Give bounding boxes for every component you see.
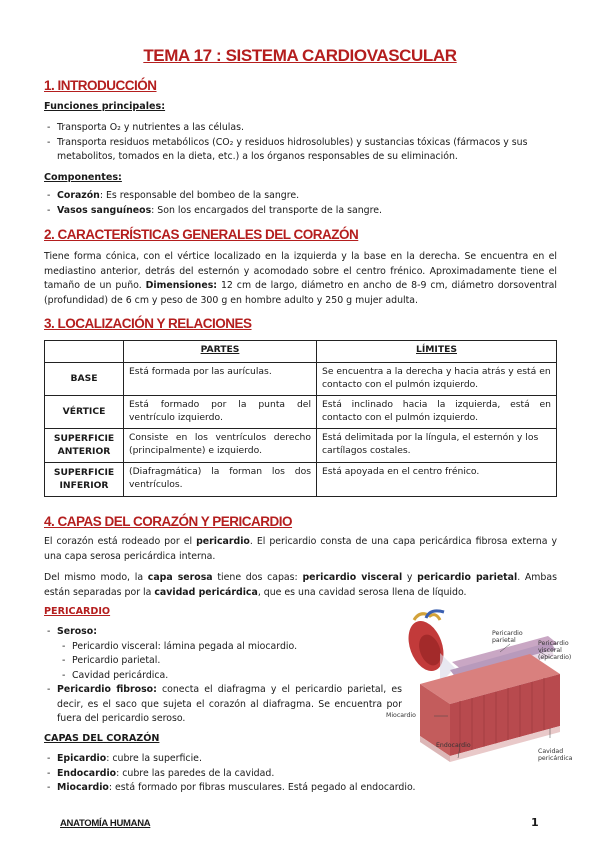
section-1-heading: 1. INTRODUCCIÓN [44, 78, 157, 93]
list-item: - Pericardio visceral: lámina pegada al miocardio. [59, 640, 402, 655]
row-name: BASE [45, 363, 124, 396]
section-4-paragraph-1: El corazón está rodeado por el pericardio. El pericardio consta de una capa pericárdica fibrosa externa y una capa serosa pericárdica interna. [44, 536, 557, 562]
row-name: SUPERFICIE INFERIOR [45, 463, 124, 497]
list-item: - Vasos sanguíneos: Son los encargados del transporte de la sangre. [44, 204, 559, 219]
footer-subject: ANATOMÍA HUMANA [60, 818, 151, 829]
section-4-paragraph-2: Del mismo modo, la capa serosa tiene dos capas: pericardio visceral y pericardio parietal. Ambas están separadas por la cavidad pericárdica, que es una cavidad serosa llena de líquido. [44, 572, 558, 598]
row-limites: Se encuentra a la derecha y hacia atrás y está en contacto con el pulmón izquierdo. [317, 363, 557, 396]
table-header-empty [45, 341, 124, 363]
label-pericardio-visceral: Pericardio visceral (epicardio) [538, 640, 572, 661]
list-item: - Seroso: - Pericardio visceral: lámina pegada al miocardio. - Pericardio parietal. - Cavidad pericárdica. [44, 625, 402, 683]
heart-wall-illustration [386, 608, 580, 768]
document-title: TEMA 17 : SISTEMA CARDIOVASCULAR [143, 46, 457, 65]
page-number: 1 [531, 816, 539, 829]
functions-list [44, 121, 559, 165]
list-item: - Miocardio: está formado por fibras musculares. Está pegado al endocardio. [44, 781, 464, 796]
section-3-heading: 3. LOCALIZACIÓN Y RELACIONES [44, 316, 252, 331]
section-4-heading: 4. CAPAS DEL CORAZÓN Y PERICARDIO [44, 514, 293, 529]
row-name: SUPERFICIE ANTERIOR [45, 429, 124, 463]
list-item: - Transporta residuos metabólicos (CO₂ y residuos hidrosolubles) y sustancias tóxicas (fármacos y sus metabolitos, tomados en la dieta, etc.) a los órganos responsables de su eliminación. [44, 136, 559, 165]
location-table [44, 340, 557, 497]
list-item: - Corazón: Es responsable del bombeo de la sangre. [44, 189, 559, 204]
row-limites: Está delimitada por la língula, el esternón y los cartílagos costales. [317, 429, 557, 463]
row-limites: Está inclinado hacia la izquierda, está en contacto con el pulmón izquierdo. [317, 396, 557, 429]
list-item: - Epicardio: cubre la superficie. [44, 752, 464, 767]
list-item: - Pericardio parietal. [59, 654, 402, 669]
table-row [45, 429, 557, 463]
row-partes: Está formado por la punta del ventrículo izquierdo. [124, 396, 317, 429]
list-item: - Pericardio fibroso: conecta el diafragma y el pericardio parietal, es decir, es el saco que sujeta el corazón al diafragma. Se encuentra por fuera del pericardio seroso. [44, 683, 402, 727]
components-list [44, 189, 559, 218]
label-cavidad-pericardica: Cavidad pericárdica [538, 748, 573, 762]
row-limites: Está apoyada en el centro frénico. [317, 463, 557, 497]
list-item: - Transporta O₂ y nutrientes a las células. [44, 121, 559, 136]
functions-label: Funciones principales: [44, 101, 166, 112]
list-item: - Cavidad pericárdica. [59, 669, 402, 684]
pericardio-list [44, 625, 402, 727]
section-2-paragraph: Tiene forma cónica, con el vértice localizado en la izquierda y la base en la derecha. Se encuentra en el mediastino anterior, detrás del esternón y acomodado sobre el centro frénico. Aproximadamente tiene el tamaño de un puño. Dimensiones: 12 cm de largo, diámetro en ancho de 8-9 cm, diámetro dorsoventral (profundidad) de 6 cm y peso de 300 g en hombre adulto y 250 g mujer adulta. [44, 251, 557, 306]
table-row [45, 396, 557, 429]
table-row [45, 363, 557, 396]
list-item: - Endocardio: cubre las paredes de la cavidad. [44, 767, 464, 782]
pericardio-label: PERICARDIO [44, 606, 111, 617]
label-miocardio: Miocardio [386, 712, 416, 719]
row-partes: Está formada por las aurículas. [124, 363, 317, 396]
table-row [45, 463, 557, 497]
table-header-limites: LÍMITES [317, 341, 557, 363]
heart-wall-drawing [400, 608, 580, 768]
row-partes: Consiste en los ventrículos derecho (principalmente) e izquierdo. [124, 429, 317, 463]
label-pericardio-parietal: Pericardio parietal [492, 630, 523, 644]
label-endocardio: Endocardio [436, 742, 471, 749]
table-header-partes: PARTES [124, 341, 317, 363]
seroso-sublist [57, 640, 402, 684]
components-label: Componentes: [44, 172, 122, 183]
capas-label: CAPAS DEL CORAZÓN [44, 733, 160, 744]
row-partes: (Diafragmática) la forman los dos ventrículos. [124, 463, 317, 497]
section-2-heading: 2. CARACTERÍSTICAS GENERALES DEL CORAZÓN [44, 227, 359, 242]
row-name: VÉRTICE [45, 396, 124, 429]
table-header-row [45, 341, 557, 363]
